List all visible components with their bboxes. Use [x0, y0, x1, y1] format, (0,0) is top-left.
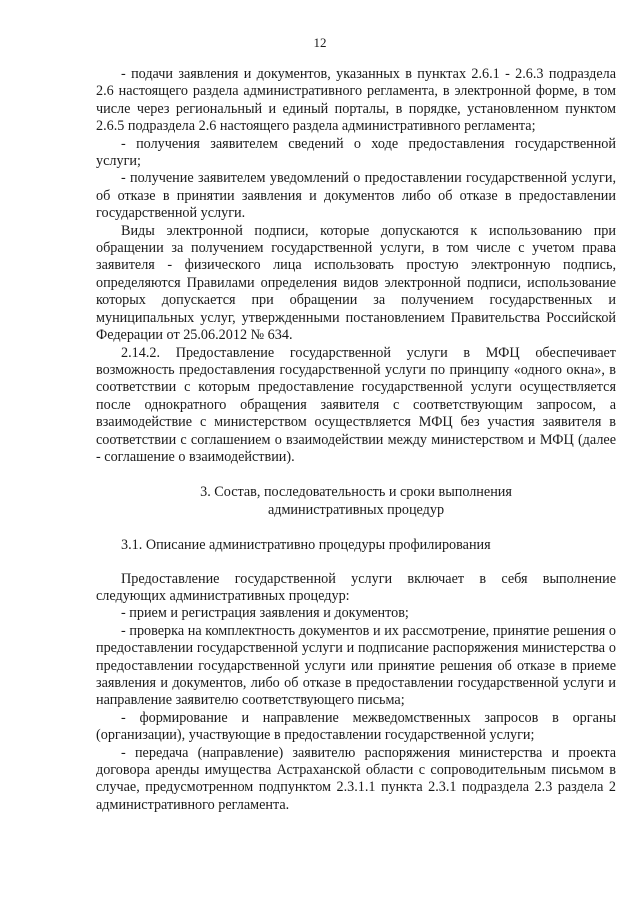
paragraph-electronic-signature: Виды электронной подписи, которые допускаются к использованию при обращении за получением государственной услуги, в том числе с учетом права заявителя - физического лица использовать простую электронную подпись, определяются Правилами определения видов электронной подписи, использование которых допускается при обращении за получением государственных и муниципальных услуг, утвержденными постановлением Правительства Российской Федерации от 25.06.2012 № 634. [96, 222, 616, 344]
paragraph-electronic-submission: - подачи заявления и документов, указанных в пунктах 2.6.1 - 2.6.3 подраздела 2.6 настоящего раздела административного регламента, в электронной форме, в том числе через региональный и единый порталы, в порядке, установленном пунктом 2.6.5 подраздела 2.6 настоящего раздела административного регламента; [96, 66, 616, 135]
spacer [96, 555, 616, 571]
section-heading-line-2: административных процедур [267, 501, 445, 518]
paragraph-2-14-2-mfc: 2.14.2. Предоставление государственной услуги в МФЦ обеспечивает возможность предоставления государственной услуги по принципу «одного окна», в соответствии с которым предоставление государственной услуги осуществляется после однократного обращения заявителя с соответствующим запросом, а взаимодействие с министерством осуществляется МФЦ без участия заявителя в соответствии с соглашением о взаимодействии между министерством и МФЦ (далее - соглашение о взаимодействии). [96, 344, 616, 465]
paragraph-procedures-intro: Предоставление государственной услуги включает в себя выполнение следующих административных процедур: [96, 570, 616, 604]
document-body [96, 66, 616, 814]
list-item-review-decision: - проверка на комплектность документов и их рассмотрение, принятие решения о предоставлении государственной услуги и подписание распоряжения министерства о предоставлении государственной услуги или принятие решения об отказе в приеме заявления и документов, либо об отказе в предоставлении государственной услуги и направление заявителю соответствующего письма; [96, 622, 616, 709]
subsection-heading: 3.1. Описание административно процедуры профилирования [121, 537, 491, 554]
section-heading-line-1: 3. Состав, последовательность и сроки выполнения [200, 484, 512, 501]
list-item-registration: - прием и регистрация заявления и документов; [121, 605, 409, 622]
list-item-transfer-order: - передача (направление) заявителю распоряжения министерства и проекта договора аренды имущества Астраханской области с сопроводительным письмом в случае, предусмотренном подпунктом 2.3.1.1 пункта 2.3.1 подраздела 2.3 раздела 2 административного регламента. [96, 744, 616, 813]
page-number: 12 [313, 35, 327, 50]
spacer [96, 466, 616, 484]
paragraph-notifications: - получение заявителем уведомлений о предоставлении государственной услуги, об отказе в принятии заявления и документов либо об отказе в предоставлении государственной услуги. [96, 170, 616, 222]
paragraph-status-info: - получения заявителем сведений о ходе предоставления государственной услуги; [96, 135, 616, 170]
spacer [96, 519, 616, 537]
list-item-interagency-requests: - формирование и направление межведомственных запросов в органы (организации), участвующие в предоставлении государственной услуги; [96, 709, 616, 744]
